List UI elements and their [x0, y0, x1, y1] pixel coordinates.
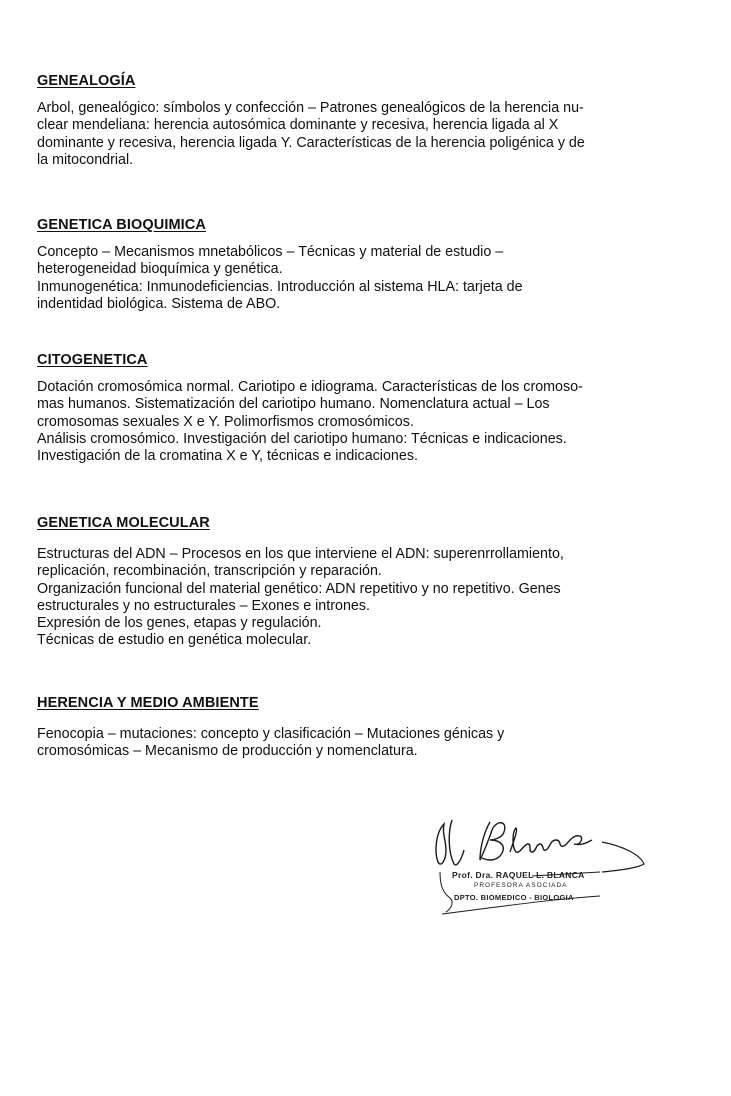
body-line: mas humanos. Sistematización del cariotipo humano. Nomenclatura actual – Los: [37, 396, 550, 413]
body-line: Organización funcional del material genético: ADN repetitivo y no repetitivo. Genes: [37, 580, 561, 597]
body-line: Técnicas de estudio en genética molecular.: [37, 632, 312, 649]
body-line: indentidad biológica. Sistema de ABO.: [37, 295, 281, 312]
section-citogenetica: [37, 351, 667, 465]
body-line: clear mendeliana: herencia autosómica dominante y recesiva, herencia ligada al X: [37, 117, 559, 134]
stamp-title: PROFESORA ASOCIADA: [474, 882, 568, 889]
section-heading: GENETICA BIOQUIMICA: [37, 217, 206, 233]
section-genetica-molecular: [37, 514, 667, 650]
section-heading: GENEALOGÍA: [37, 73, 136, 89]
section-body: [37, 379, 667, 465]
body-line: heterogeneidad bioquímica y genética.: [37, 261, 283, 278]
body-line: Expresión de los genes, etapas y regulación.: [37, 615, 322, 632]
section-heading: HERENCIA Y MEDIO AMBIENTE: [37, 695, 259, 711]
body-line: Investigación de la cromatina X e Y, técnicas e indicaciones.: [37, 448, 418, 465]
section-genetica-bioquimica: [37, 216, 667, 313]
body-line: Análisis cromosómico. Investigación del cariotipo humano: Técnicas e indicaciones.: [37, 430, 567, 447]
section-herencia-medio-ambiente: [37, 694, 667, 761]
body-line: dominante y recesiva, herencia ligada Y. Características de la herencia poligénica y de: [37, 134, 585, 151]
handwritten-signature: [432, 812, 657, 924]
body-line: Inmunogenética: Inmunodeficiencias. Introducción al sistema HLA: tarjeta de: [37, 278, 523, 295]
body-line: Arbol, genealógico: símbolos y confección – Patrones genealógicos de la herencia nu-: [37, 100, 584, 116]
section-heading: GENETICA MOLECULAR: [37, 515, 210, 531]
section-heading: CITOGENETICA: [37, 352, 148, 368]
section-genealogia: [37, 72, 667, 169]
body-line: cromosómicas – Mecanismo de producción y nomenclatura.: [37, 743, 418, 760]
body-line: la mitocondrial.: [37, 151, 134, 168]
body-line: Concepto – Mecanismos mnetabólicos – Técnicas y material de estudio –: [37, 244, 504, 260]
stamp-name: Prof. Dra. RAQUEL L. BLANCA: [452, 870, 585, 880]
body-line: Estructuras del ADN – Procesos en los que interviene el ADN: superenrrollamiento,: [37, 546, 564, 562]
section-body: [37, 100, 667, 169]
section-body: [37, 244, 667, 313]
body-line: estructurales y no estructurales – Exones e intrones.: [37, 597, 370, 614]
section-body: [37, 546, 667, 650]
body-line: cromosomas sexuales X e Y. Polimorfismos cromosómicos.: [37, 413, 414, 430]
body-line: Fenocopia – mutaciones: concepto y clasificación – Mutaciones génicas y: [37, 726, 505, 742]
stamp-department: DPTO. BIOMEDICO - BIOLOGIA: [454, 893, 574, 902]
body-line: replicación, recombinación, transcripción y reparación.: [37, 563, 382, 580]
body-line: Dotación cromosómica normal. Cariotipo e idiograma. Características de los cromoso-: [37, 379, 583, 395]
section-body: [37, 726, 667, 761]
signature-stamp: [432, 812, 657, 924]
